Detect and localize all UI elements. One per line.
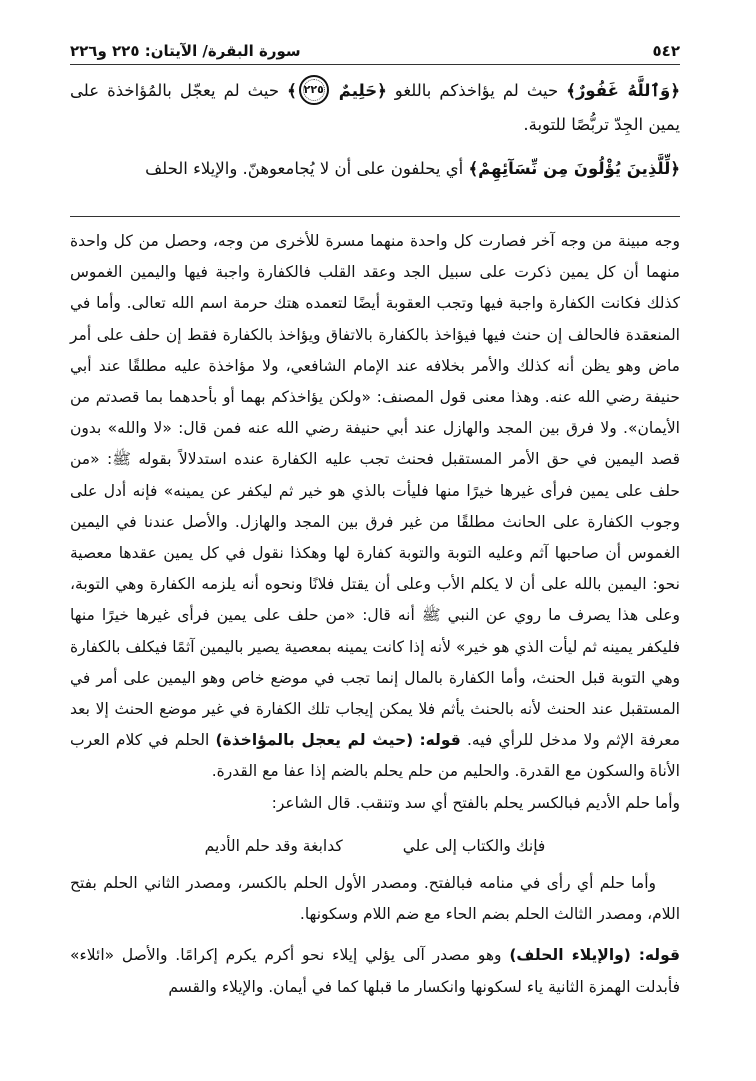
main-text: حيث لم يؤاخذكم باللغو [386, 81, 567, 100]
open-brace: ﴿ [670, 159, 680, 178]
ayah-number-marker: ٢٢٥ [299, 75, 329, 105]
commentary-text: وهو مصدر آلى يؤلي إيلاء نحو أكرم يكرم إكرامًا. والأصل «ائلاء» فأبدلت الهمزة الثانية ياء لسكونها وانكسار ما قبلها كما في أيمان. والإيلاء والقسم [70, 946, 680, 996]
commentary-keyword-phrase: (حيث لم يعجل بالمؤاخذة) [215, 731, 414, 750]
running-header [70, 40, 680, 62]
close-brace: ﴾ [287, 81, 297, 100]
main-paragraph-1 [70, 74, 680, 142]
quran-verse-fragment: حَلِيمٌ [338, 81, 378, 100]
main-paragraph-2 [70, 152, 680, 186]
commentary-keyword-phrase: (والإيلاء الحلف) [509, 946, 631, 965]
close-brace: ﴾ [468, 159, 479, 178]
quran-verse-fragment: لِّلَّذِينَ يُؤْلُونَ مِن نِّسَآئِهِمْ [478, 159, 671, 178]
poem-hemistich-1: فإنك والكتاب إلى علي [402, 836, 546, 855]
quran-verse-fragment: وَٱللَّهُ غَفُورٌ [575, 81, 671, 100]
surah-reference: سورة البقرة/ الآيتان: ٢٢٥ و٢٢٦ [70, 42, 301, 60]
header-divider [70, 64, 680, 65]
commentary-divider [70, 216, 680, 217]
close-brace: ﴾ [566, 81, 576, 100]
commentary-paragraph-2: وأما حلم الأديم فبالكسر يحلم بالفتح أي سد وتنقب. قال الشاعر: [271, 793, 680, 812]
commentary-keyword-label: قوله: [638, 946, 680, 965]
open-brace: ﴿ [377, 81, 387, 100]
main-text-block [70, 74, 680, 186]
main-text: أي يحلفون على أن لا يُجامعوهنّ. والإيلاء الحلف [145, 159, 469, 178]
page-number: ٥٤٢ [652, 42, 680, 60]
commentary-paragraph-4 [70, 940, 680, 1002]
commentary-keyword-label: قوله: [419, 731, 461, 750]
poem-verse [70, 831, 680, 862]
commentary-paragraph-1 [70, 226, 680, 788]
commentary-text: الحلم في كلام العرب الأناة والسكون مع القدرة. والحليم من حلم يحلم بالضم إذا عفا مع القدرة. [70, 731, 680, 781]
main-text: حيث لم يعجّل بالمُؤاخذة على يمين الجِدّ تربُّصًا للتوبة. [70, 81, 680, 134]
poem-hemistich-2: كدابغة وقد حلم الأديم [204, 836, 343, 855]
open-brace: ﴿ [670, 81, 680, 100]
commentary-text: وجه مبينة من وجه آخر فصارت كل واحدة منهما مسرة للأخرى من وجه، وحصل من كل واحدة منهما أن كل يمين ذكرت على سبيل الجد وعقد القلب فالكفارة واجبة فيها واليمين الغموس كذلك فكانت الكفارة واجبة فيها وتجب العقوبة أيضًا لتعمده هتك حرمة اسم الله تعالى. وأما في المنعقدة فالحالف إن حنث فيها فيؤاخذ بالكفارة بالاتفاق ويؤاخذ بالكفارة فقط إن حلف على أمر ماض وهو يظن أنه كذلك والأمر بخلافه عند الإمام الشافعي، ولا مؤاخذة عليه مطلقًا عند أبي حنيفة رضي الله عنه. وهذا معنى قول المصنف: «ولكن يؤاخذكم بهما أو بأحدهما بما قصدتم من الأيمان». ولا فرق بين المجد والهازل عند أبي حنيفة رضي الله عنه فمن قال: «لا والله» بدون قصد اليمين في حق الأمر المستقبل فحنث تجب عليه الكفارة عنده استدلالاً بقوله ﷺ: «من حلف على يمين فرأى غيرها خيرًا منها فليأت بالذي هو خير ثم ليكفر عن يمينه» فإنه أدل على وجوب الكفارة على الحانث مطلقًا من غير فرق بين المجد والهازل. والأصل عندنا في اليمين الغموس أن صاحبها آثم وعليه التوبة والتوبة كفارة لها وهكذا نقول في كل يمين عقدها معصية نحو: اليمين بالله على أن لا يكلم الأب وعلى أن يقتل فلانًا ونحوه أنه يلزمه الكفارة وهي التوبة، وعلى هذا يصرف ما روي عن النبي ﷺ أنه قال: «من حلف على يمين فرأى غيرها خيرًا منها فليكفر يمينه ثم ليأت الذي هو خير» لأنه إذا كانت يمينه بمعصية يصير باليمين آثمًا فيكلف بالكفارة وهي التوبة قبل الحنث، وأما الكفارة بالمال إنما تجب في موضع خاص وهو اليمين على أمر في المستقبل عند الحنث لأنه بالحنث يأثم فلا يمكن إيجاب تلك الكفارة في غير موضع الحنث إلا بعد معرفة الإثم ولا مدخل للرأي فيه. [70, 232, 680, 750]
commentary-block [70, 226, 680, 1003]
commentary-paragraph-3: وأما حلم أي رأى في منامه فبالفتح. ومصدر الأول الحلم بالكسر، ومصدر الثاني الحلم بفتح اللام، ومصدر الثالث الحلم بضم الحاء مع ضم اللام وسكونها. [70, 874, 680, 924]
